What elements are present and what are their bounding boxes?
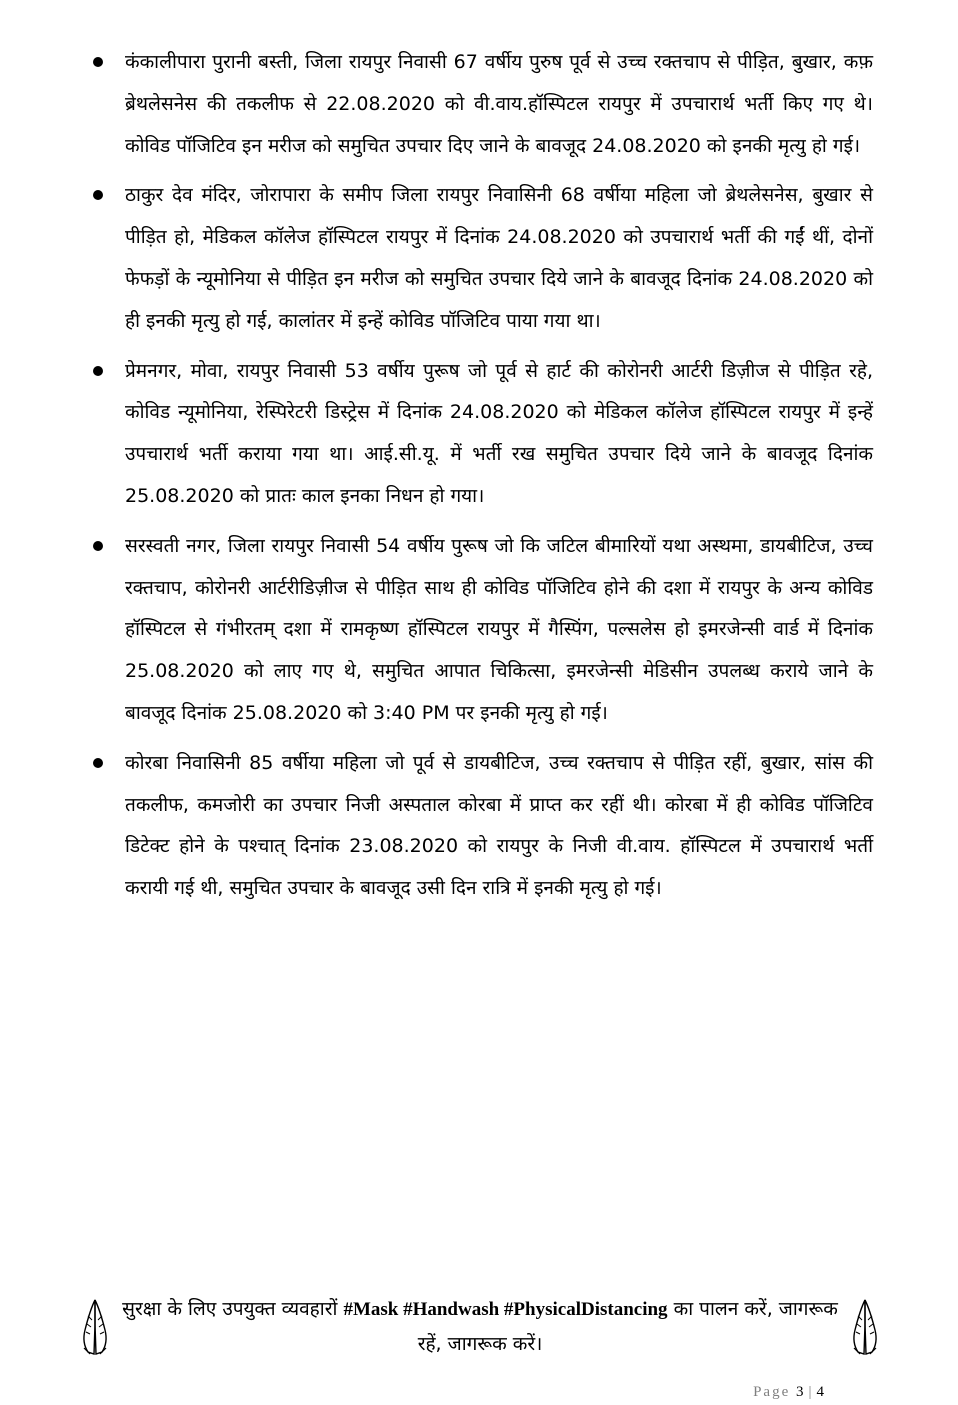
page-total: 4	[816, 1384, 826, 1400]
list-item	[93, 743, 873, 910]
list-item	[93, 351, 873, 518]
list-item	[93, 526, 873, 735]
bullet-icon	[93, 758, 103, 768]
safety-message-text	[116, 1292, 844, 1361]
page-number	[753, 1384, 826, 1401]
list-item-text: कोरबा निवासिनी 85 वर्षीया महिला जो पूर्व से डायबीटिज, उच्च रक्तचाप से पीड़ित रहीं, बुखार, सांस की तकलीफ, कमजोरी का उपचार निजी अस्पताल कोरबा में प्राप्त कर रहीं थी। कोरबा में ही कोविड पॉजिटिव डिटेक्ट होने के पश्चात् दिनांक 23.08.2020 को रायपुर के निजी वी.वाय. हॉस्पिटल में उपचारार्थ भर्ती करायी गई थी, समुचित उपचार के बावजूद उसी दिन रात्रि में इनकी मृत्यु हो गई।	[125, 751, 873, 900]
bullet-icon	[93, 366, 103, 376]
page-separator: |	[808, 1384, 814, 1400]
page-label: Page	[753, 1384, 791, 1400]
bullet-icon	[93, 57, 103, 67]
list-item	[93, 42, 873, 167]
bullet-icon	[93, 190, 103, 200]
list-item-text: ठाकुर देव मंदिर, जोरापारा के समीप जिला रायपुर निवासिनी 68 वर्षीया महिला जो ब्रेथलेसनेस, बुखार से पीड़ित हो, मेडिकल कॉलेज हॉस्पिटल रायपुर में दिनांक 24.08.2020 को उपचारार्थ भर्ती की गईं थीं, दोनों फेफड़ों के न्यूमोनिया से पीड़ित इन मरीज को समुचित उपचार दिये जाने के बावजूद दिनांक 24.08.2020 को ही इनकी मृत्यु हो गई, कालांतर में इन्हें कोविड पॉजिटिव पाया गया था।	[125, 184, 873, 332]
list-item-text: सरस्वती नगर, जिला रायपुर निवासी 54 वर्षीय पुरूष जो कि जटिल बीमारियों यथा अस्थमा, डायबीटिज, उच्च रक्तचाप, कोरोनरी आर्टरीडिज़ीज से पीड़ित साथ ही कोविड पॉजिटिव होने की दशा में रायपुर के अन्य कोविड हॉस्पिटल से गंभीरतम् दशा में रामकृष्ण हॉस्पिटल रायपुर में गैस्पिंग, पल्सलेस हो इमरजेन्सी वार्ड में दिनांक 25.08.2020 को लाए गए थे, समुचित आपात चिकित्सा, इमरजेन्सी मेडिसीन उपलब्ध कराये जाने के बावजूद दिनांक 25.08.2020 को 3:40 PM पर इनकी मृत्यु हो गई।	[125, 534, 873, 724]
message-prefix: सुरक्षा के लिए उपयुक्त व्यवहारों	[122, 1298, 338, 1320]
list-item	[93, 175, 873, 342]
list-item-text: कंकालीपारा पुरानी बस्ती, जिला रायपुर निवासी 67 वर्षीय पुरुष पूर्व से उच्च रक्तचाप से पीड़ित, बुखार, कफ़ ब्रेथलेसनेस की तकलीफ से 22.08.2020 को वी.वाय.हॉस्पिटल रायपुर में उपचारार्थ भर्ती किए गए थे। कोविड पॉजिटिव इन मरीज को समुचित उपचार दिए जाने के बावजूद 24.08.2020 को इनकी मृत्यु हो गई।	[125, 51, 873, 157]
safety-message	[80, 1292, 880, 1364]
folded-hands-icon	[80, 1296, 110, 1356]
folded-hands-icon	[850, 1296, 880, 1356]
bullet-list	[93, 42, 873, 910]
message-hashtags: #Mask #Handwash #PhysicalDistancing	[343, 1299, 668, 1320]
bullet-icon	[93, 541, 103, 551]
list-item-text: प्रेमनगर, मोवा, रायपुर निवासी 53 वर्षीय पुरूष जो पूर्व से हार्ट की कोरोनरी आर्टरी डिज़ीज से पीड़ित रहे, कोविड न्यूमोनिया, रेस्पिरेटरी डिस्ट्रेस में दिनांक 24.08.2020 को मेडिकल कॉलेज हॉस्पिटल रायपुर में इन्हें उपचारार्थ भर्ती कराया गया था। आई.सी.यू. में भर्ती रख समुचित उपचार दिये जाने के बावजूद दिनांक 25.08.2020 को प्रातः काल इनका निधन हो गया।	[125, 359, 873, 507]
message-suffix: का पालन करें, जागरूक रहें, जागरूक करें।	[417, 1298, 838, 1355]
page-current: 3	[795, 1384, 806, 1400]
